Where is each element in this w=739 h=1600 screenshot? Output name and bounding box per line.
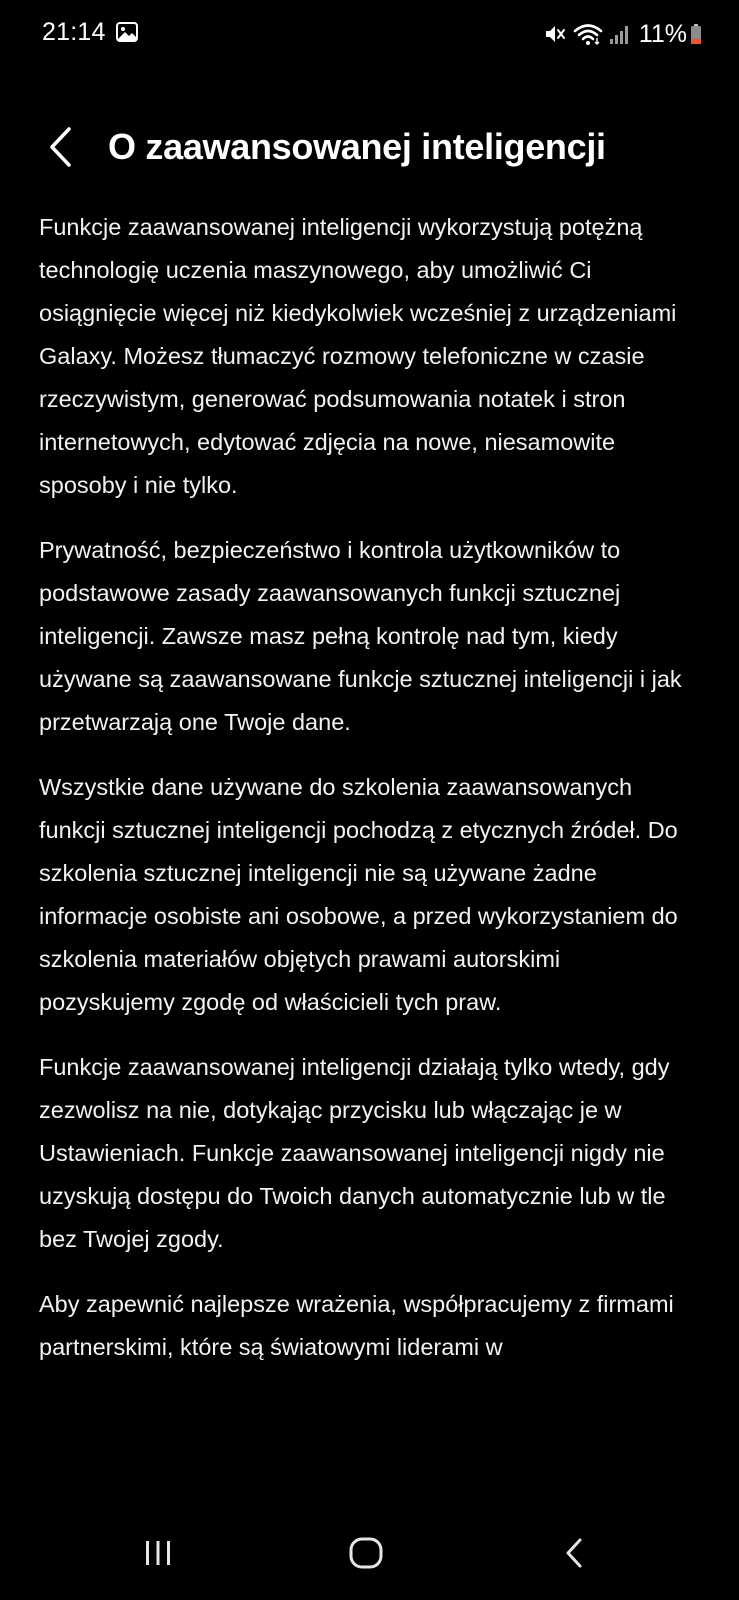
paragraph-privacy: Prywatność, bezpieczeństwo i kontrola użytkowników to podstawowe zasady zaawansowanych funkcji sztucznej inteligencji. Zawsze masz pełną kontrolę nad tym, kiedy używane są zaawansowane funkcje sztucznej inteligencji i jak przetwarzają one Twoje dane. — [39, 537, 682, 735]
recents-icon — [143, 1539, 173, 1567]
nav-back-button[interactable] — [544, 1528, 604, 1578]
app-header — [0, 112, 739, 182]
status-bar — [0, 0, 739, 70]
content-body — [39, 206, 699, 1391]
status-icons — [543, 18, 701, 50]
home-icon — [349, 1537, 383, 1569]
paragraph-partners: Aby zapewnić najlepsze wrażenia, współpracujemy z firmami partnerskimi, które są światowymi liderami w — [39, 1291, 674, 1360]
back-button[interactable] — [36, 120, 84, 174]
paragraph-intro: Funkcje zaawansowanej inteligencji wykorzystują potężną technologię uczenia maszynowego, aby umożliwić Ci osiągnięcie więcej niż kiedykolwiek wcześniej z urządzeniami Galaxy. Możesz tłumaczyć rozmowy telefoniczne w czasie rzeczywistym, generować podsumowania notatek i stron internetowych, edytować zdjęcia na nowe, niesamowite sposoby i nie tylko. — [39, 214, 677, 498]
navigation-bar — [0, 1510, 739, 1600]
back-arrow-icon — [47, 125, 73, 169]
paragraph-training-data: Wszystkie dane używane do szkolenia zaawansowanych funkcji sztucznej inteligencji pochodzą z etycznych źródeł. Do szkolenia sztucznej inteligencji nie są używane żadne informacje osobiste ani osobowe, a przed wykorzystaniem do szkolenia materiałów objętych prawami autorskimi pozyskujemy zgodę od właścicieli tych praw. — [39, 774, 678, 1015]
paragraph-consent: Funkcje zaawansowanej inteligencji działają tylko wtedy, gdy zezwolisz na nie, dotykając przycisku lub włączając je w Ustawieniach. Funkcje zaawansowanej inteligencji nigdy nie uzyskują dostępu do Twoich danych automatycznie lub w tle bez Twojej zgody. — [39, 1054, 670, 1252]
wifi-icon — [573, 22, 603, 46]
recents-button[interactable] — [128, 1528, 188, 1578]
battery-icon — [691, 24, 701, 44]
page-title: O zaawansowanej inteligencji — [108, 126, 606, 167]
home-button[interactable] — [336, 1528, 396, 1578]
scroll-fade — [0, 1480, 739, 1510]
mute-vibrate-icon — [543, 22, 567, 46]
back-icon — [563, 1537, 585, 1569]
battery-percentage: 11% — [638, 19, 687, 48]
status-time: 21:14 — [42, 18, 106, 46]
signal-icon — [609, 22, 631, 46]
gallery-notification-icon — [116, 22, 138, 42]
